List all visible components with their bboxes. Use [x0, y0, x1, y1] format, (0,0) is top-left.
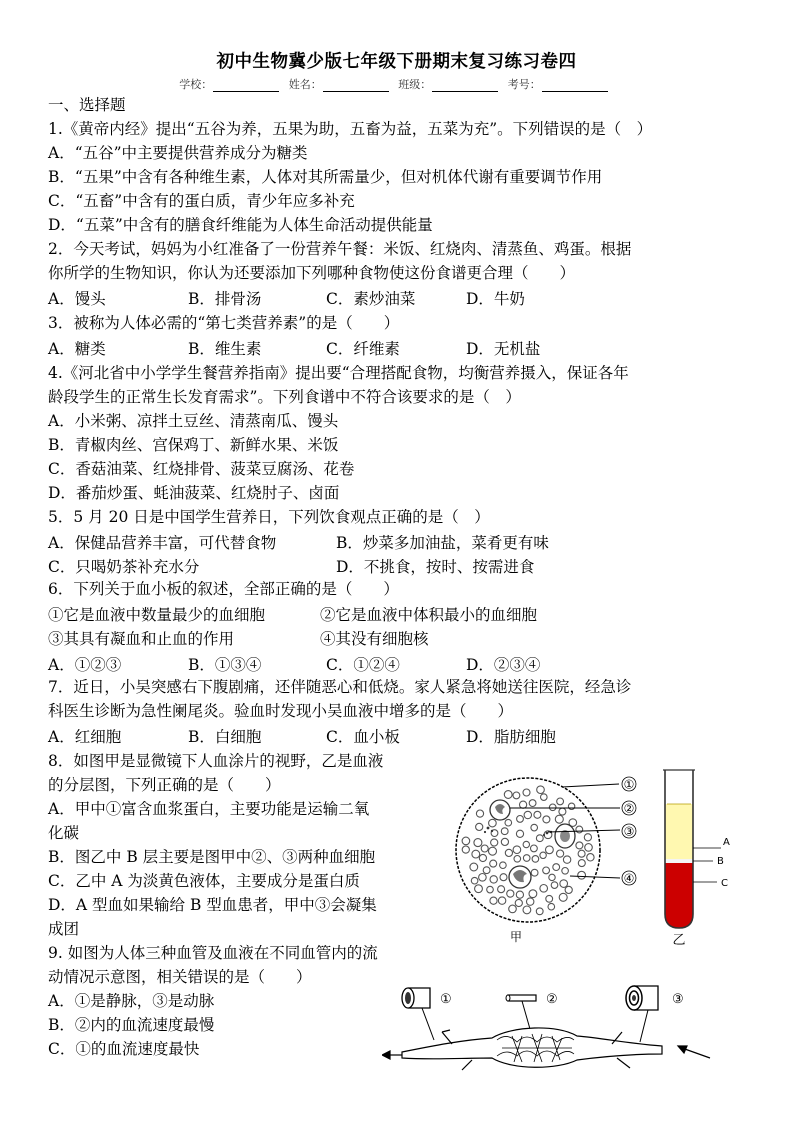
question-9-option-b[interactable]: B．②内的血流速度最慢 [48, 1016, 215, 1034]
question-2-stem-line1: 2．今天考试，妈妈为小红准备了一份营养午餐：米饭、红烧肉、清蒸鱼、鸡蛋。根据 [48, 240, 632, 258]
question-1-option-b[interactable]: B．“五果”中含有各种维生素，人体对其所需量少，但对机体代谢有重要调节作用 [48, 168, 603, 186]
white-blood-cell-3 [509, 866, 531, 888]
figure-yi-label: 乙 [672, 933, 686, 948]
smear-markers [622, 777, 636, 886]
question-8-stem-line1: 8．如图甲是显微镜下人血涂片的视野，乙是血液 [48, 752, 384, 770]
question-9-stem-line2: 动情况示意图，相关错误的是（ ） [48, 968, 312, 986]
plasma-layer [663, 804, 695, 859]
question-3-stem: 3．被称为人体必需的“第七类营养素”的是（ ） [48, 314, 400, 332]
question-4-option-a[interactable]: A．小米粥、凉拌土豆丝、清蒸南瓜、馒头 [48, 412, 339, 430]
question-6-statement-1: ①它是血液中数量最少的血细胞 [48, 606, 266, 624]
question-3-option-c[interactable]: C．纤维素 [326, 340, 400, 358]
vessel-marker-3: ③ [672, 992, 684, 1007]
vessel-2-capillary [506, 995, 536, 1001]
figure-jia-label: 甲 [510, 930, 523, 944]
question-8-option-a[interactable]: A．甲中①富含血浆蛋白，主要功能是运输二氧 [48, 800, 370, 818]
class-field[interactable] [432, 80, 498, 92]
smear-marker-1: ① [623, 777, 635, 792]
question-6-statement-3: ③其具有凝血和止血的作用 [48, 630, 235, 648]
microscope-field-outline [456, 778, 600, 922]
question-2-option-d[interactable]: D．牛奶 [466, 290, 525, 308]
question-6-stem: 6．下列关于血小板的叙述，全部正确的是（ ） [48, 580, 399, 598]
vessel-marker-1: ① [440, 992, 452, 1007]
question-7-stem-line2: 科医生诊断为急性阑尾炎。验血时发现小吴血液中增多的是（ ） [48, 702, 514, 720]
question-5-stem: 5．5 月 20 日是中国学生营养日，下列饮食观点正确的是（ ） [48, 508, 490, 526]
vessel-marker-2: ② [546, 992, 558, 1007]
question-3-option-b[interactable]: B．维生素 [188, 340, 262, 358]
question-5-option-a[interactable]: A．保健品营养丰富，可代替食物 [48, 534, 277, 552]
section-heading: 一、选择题 [48, 96, 126, 114]
smear-marker-4: ④ [623, 871, 635, 886]
tube-layer-labels [717, 837, 730, 889]
vessel-3-cross-section [626, 986, 658, 1010]
tube-layer-c: C [721, 878, 728, 889]
question-3-option-d[interactable]: D．无机盐 [466, 340, 541, 358]
white-blood-cell-2 [555, 824, 575, 848]
tube-layer-a: A [723, 837, 730, 848]
question-9-option-c[interactable]: C．①的血流速度最快 [48, 1040, 200, 1058]
question-3-option-a[interactable]: A．糖类 [48, 340, 106, 358]
question-6-statement-2: ②它是血液中体积最小的血细胞 [320, 606, 538, 624]
outflow-arrow-icon [382, 1051, 390, 1059]
question-7-option-c[interactable]: C．血小板 [326, 728, 400, 746]
question-2-option-b[interactable]: B．排骨汤 [188, 290, 262, 308]
question-6-statement-4: ④其没有细胞核 [320, 630, 429, 648]
question-9-stem-line1: 9. 如图为人体三种血管及血液在不同血管内的流 [48, 944, 378, 962]
question-2-stem-line2: 你所学的生物知识，你认为还要添加下列哪种食物使这份食谱更合理（ ） [48, 264, 576, 282]
name-field[interactable] [323, 80, 389, 92]
question-4-option-d[interactable]: D．番茄炒蛋、蚝油菠菜、红烧肘子、卤面 [48, 484, 340, 502]
question-4-option-c[interactable]: C．香菇油菜、红烧排骨、菠菜豆腐汤、花卷 [48, 460, 355, 478]
question-4-stem-line2: 龄段学生的正常生长发育需求”。下列食谱中不符合该要求的是（ ） [48, 388, 521, 406]
question-7-option-a[interactable]: A．红细胞 [48, 728, 122, 746]
question-8-option-b[interactable]: B．图乙中 B 层主要是图甲中②、③两种血细胞 [48, 848, 376, 866]
question-8-option-a-cont: 化碳 [48, 824, 80, 842]
question-1-option-d[interactable]: D．“五菜”中含有的膳食纤维能为人体生命活动提供能量 [48, 216, 433, 234]
page-title: 初中生物冀少版七年级下册期末复习练习卷四 [216, 52, 577, 72]
name-label: 姓名： [288, 78, 322, 91]
question-7-stem-line1: 7．近日，小吴突感右下腹剧痛，还伴随恶心和低烧。家人紧急将她送往医院，经急诊 [48, 678, 632, 696]
class-label: 班级： [398, 78, 432, 91]
question-7-option-b[interactable]: B．白细胞 [188, 728, 262, 746]
blood-smear-figure [452, 760, 652, 945]
question-1-option-c[interactable]: C．“五畜”中含有的蛋白质，青少年应多补充 [48, 192, 355, 210]
question-6-option-c[interactable]: C．①②④ [326, 656, 400, 674]
inflow-arrow-icon [678, 1046, 687, 1053]
question-9-option-a[interactable]: A．①是静脉，③是动脉 [48, 992, 215, 1010]
question-8-option-c[interactable]: C．乙中 A 为淡黄色液体，主要成分是蛋白质 [48, 872, 360, 890]
white-blood-cell-1 [490, 800, 510, 820]
school-field[interactable] [213, 80, 279, 92]
question-8-option-d-cont: 成团 [48, 920, 80, 938]
question-6-option-d[interactable]: D．②③④ [466, 656, 541, 674]
question-2-option-c[interactable]: C．素炒油菜 [326, 290, 416, 308]
exam-number-field[interactable] [542, 80, 608, 92]
vessel-1-cross-section [402, 988, 430, 1008]
question-5-option-c[interactable]: C．只喝奶茶补充水分 [48, 558, 200, 576]
exam-number-label: 考号： [507, 78, 541, 91]
question-4-stem-line1: 4.《河北省中小学学生餐营养指南》提出要“合理搭配食物，均衡营养摄入，保证各年 [48, 364, 629, 382]
blood-tube-figure [655, 764, 755, 948]
buffy-coat-layer [663, 859, 695, 863]
question-4-option-b[interactable]: B．青椒肉丝、宫保鸡丁、新鲜水果、米饭 [48, 436, 339, 454]
question-6-option-a[interactable]: A．①②③ [48, 656, 122, 674]
question-7-option-d[interactable]: D．脂肪细胞 [466, 728, 556, 746]
question-8-option-d[interactable]: D．A 型血如果输给 B 型血患者，甲中③会凝集 [48, 896, 377, 914]
question-8-stem-line2: 的分层图，下列正确的是（ ） [48, 776, 281, 794]
question-5-option-b[interactable]: B．炒菜多加油盐，菜肴更有味 [336, 534, 549, 552]
smear-marker-3: ③ [623, 824, 635, 839]
question-6-option-b[interactable]: B．①③④ [188, 656, 262, 674]
student-info-row [0, 76, 793, 92]
question-1-option-a[interactable]: A．“五谷”中主要提供营养成分为糖类 [48, 144, 308, 162]
school-label: 学校： [179, 78, 213, 91]
smear-marker-2: ② [623, 801, 635, 816]
question-5-option-d[interactable]: D．不挑食，按时、按需进食 [336, 558, 535, 576]
blood-vessels-figure [382, 974, 712, 1074]
tube-layer-b: B [717, 856, 724, 867]
question-2-option-a[interactable]: A．馒头 [48, 290, 106, 308]
question-1-stem: 1.《黄帝内经》提出“五谷为养，五果为助，五畜为益，五菜为充”。下列错误的是（ ） [48, 120, 653, 138]
